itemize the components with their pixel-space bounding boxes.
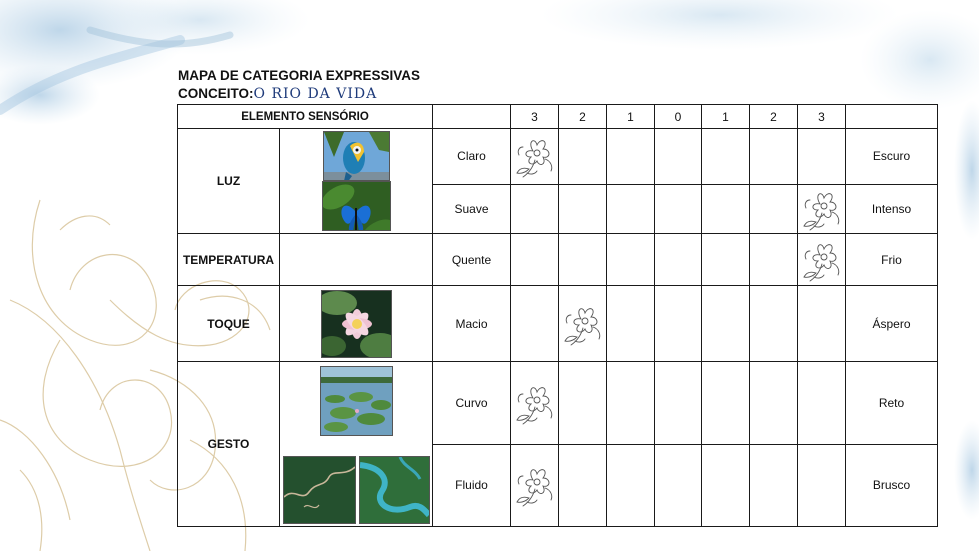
scale-header: 3 [798,105,846,129]
scale-cell [559,444,607,527]
flower-mark-icon [800,186,844,232]
scale-cell [607,362,655,445]
scale-cell [511,184,559,233]
scale-cell [559,129,607,185]
flower-mark-icon [800,237,844,283]
category-gesto: GESTO [178,362,280,527]
scale-cell [655,184,702,233]
left-label: Suave [433,184,511,233]
image-cell-luz [280,129,433,234]
scale-cell [511,362,559,445]
scale-cell [607,444,655,527]
right-label: Reto [846,362,938,445]
scale-cell [750,444,798,527]
header-blank-cell [433,105,511,129]
scale-cell [559,286,607,362]
category-luz: LUZ [178,129,280,234]
scale-cell [511,286,559,362]
scale-cell [511,234,559,286]
table-row [178,286,938,362]
scale-header: 0 [655,105,702,129]
category-temperatura: TEMPERATURA [178,234,280,286]
scale-cell [655,286,702,362]
scale-cell [798,129,846,185]
scale-cell [798,184,846,233]
table-row [178,362,938,445]
scale-header: 2 [750,105,798,129]
table-row [178,129,938,185]
left-label: Macio [433,286,511,362]
left-label: Claro [433,129,511,185]
watercolor-top-right [540,0,979,110]
watercolor-right-edge [954,100,979,520]
macaw-photo [323,131,390,181]
scale-cell [798,234,846,286]
expressive-category-table [177,104,938,527]
scale-cell [559,362,607,445]
scale-cell [559,184,607,233]
scale-header: 3 [511,105,559,129]
scale-cell [511,129,559,185]
river-aerial-photo [283,456,356,524]
table-row [178,234,938,286]
scale-header: 1 [607,105,655,129]
scale-cell [750,129,798,185]
scale-cell [702,362,750,445]
scale-cell [702,444,750,527]
scale-cell [607,234,655,286]
image-cell-temperatura [280,234,433,286]
scale-cell [607,286,655,362]
table-header-row [178,105,938,129]
water-lily-photo [321,290,392,358]
scale-cell [750,234,798,286]
right-label: Escuro [846,129,938,185]
scale-cell [607,184,655,233]
right-label: Brusco [846,444,938,527]
page-title: MAPA DE CATEGORIA EXPRESSIVAS [178,68,421,83]
scale-cell [750,286,798,362]
concept-value: O RIO DA VIDA [253,86,378,102]
image-cell-toque [280,286,433,362]
flower-mark-icon [561,301,605,347]
scale-cell [798,286,846,362]
scale-cell [559,234,607,286]
category-toque: TOQUE [178,286,280,362]
flower-mark-icon [513,462,557,508]
left-label: Curvo [433,362,511,445]
scale-header: 2 [559,105,607,129]
header-sensory-element: ELEMENTO SENSÓRIO [178,105,433,129]
image-cell-gesto [280,362,433,527]
flower-mark-icon [513,380,557,426]
scale-cell [655,234,702,286]
scale-cell [655,444,702,527]
right-label: Frio [846,234,938,286]
left-label: Quente [433,234,511,286]
river-forest-photo [359,456,430,524]
blue-butterfly-photo [322,181,391,231]
scale-cell [655,129,702,185]
scale-cell [655,362,702,445]
giant-lily-pads-photo [320,366,393,436]
scale-cell [798,444,846,527]
scale-cell [607,129,655,185]
scale-cell [750,184,798,233]
concept-line [178,85,420,103]
right-label: Áspero [846,286,938,362]
flower-mark-icon [513,133,557,179]
header-blank-cell [846,105,938,129]
scale-cell [702,184,750,233]
right-label: Intenso [846,184,938,233]
scale-cell [702,286,750,362]
concept-label: CONCEITO: [178,86,254,101]
page-heading [178,67,420,103]
scale-cell [702,234,750,286]
scale-cell [702,129,750,185]
scale-header: 1 [702,105,750,129]
scale-cell [798,362,846,445]
scale-cell [750,362,798,445]
scale-cell [511,444,559,527]
left-label: Fluido [433,444,511,527]
